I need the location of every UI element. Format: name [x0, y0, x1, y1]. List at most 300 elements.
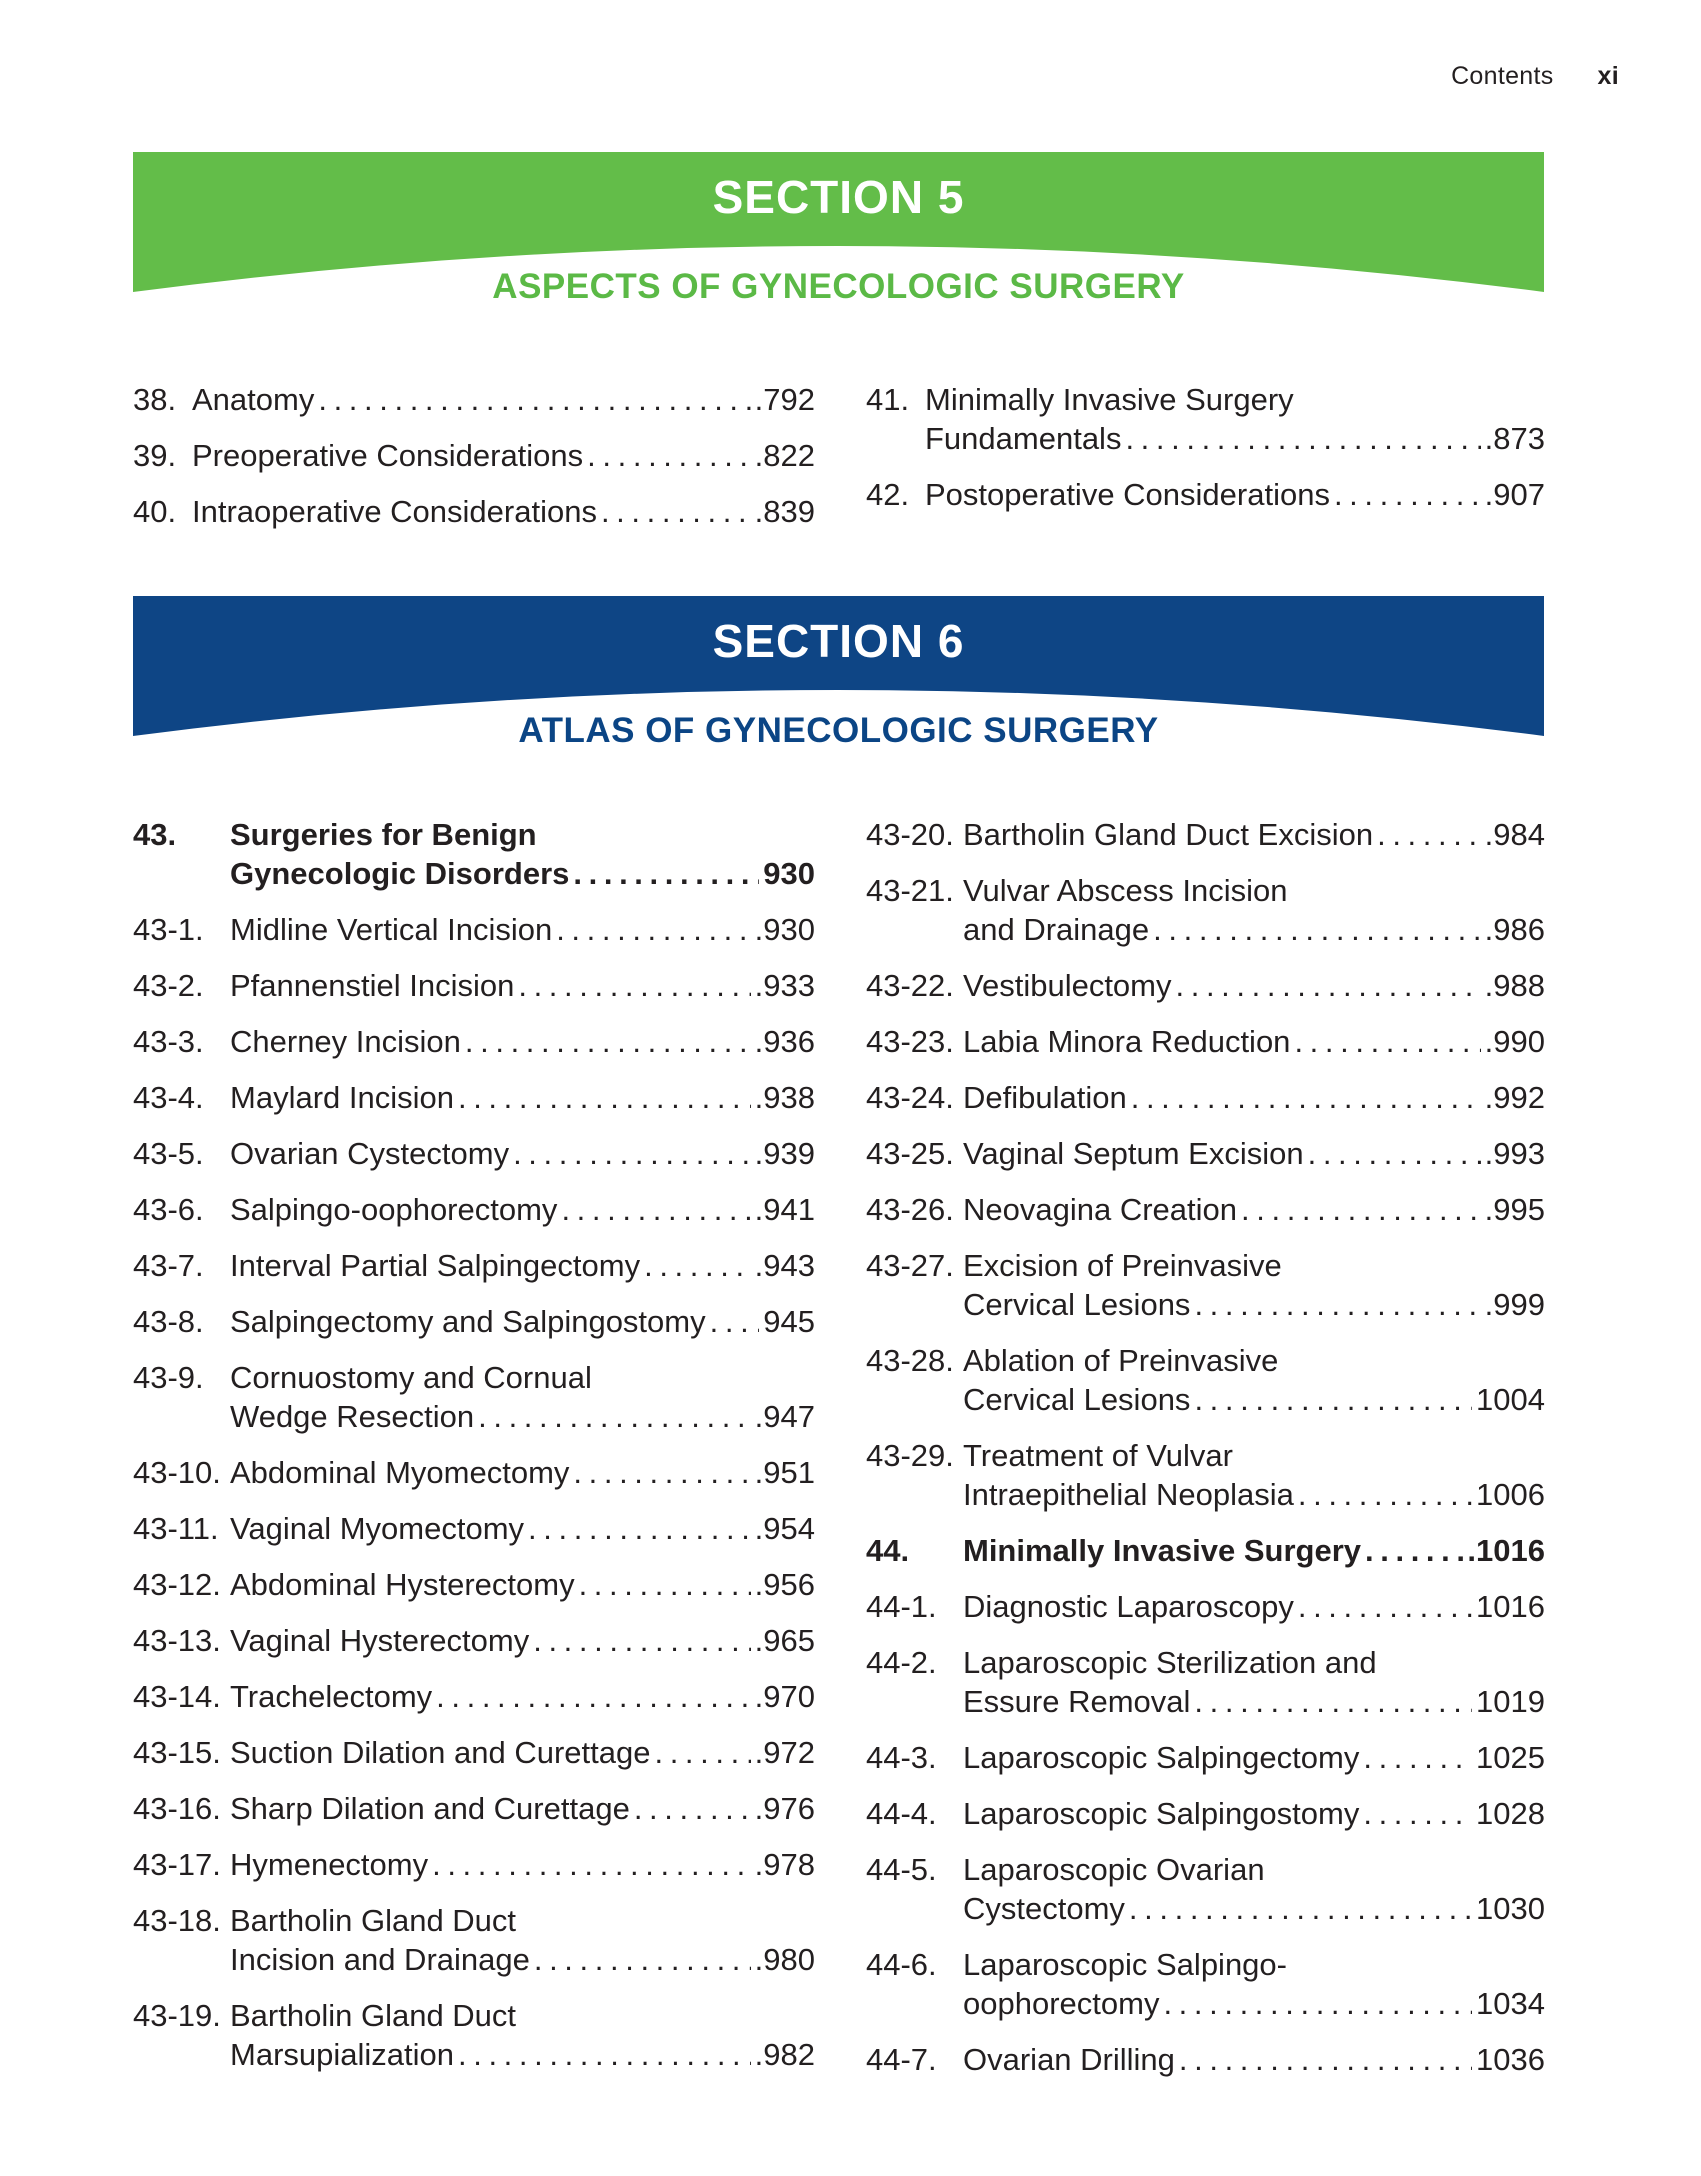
toc-entry-title: Incision and Drainage — [230, 1942, 530, 1977]
toc-entry-last-line — [230, 1789, 815, 1828]
toc-entry-page: .970 — [754, 1679, 815, 1714]
toc-entry — [866, 475, 1545, 514]
toc-entry-number: 43-28. — [866, 1343, 954, 1378]
toc-entry-page: 930 — [763, 856, 815, 891]
toc-entry-number: 44-3. — [866, 1740, 937, 1775]
toc-entry — [133, 966, 815, 1005]
toc-entry-body — [230, 1078, 815, 1117]
toc-entry-title: Abdominal Myomectomy — [230, 1455, 570, 1490]
toc-entry-title: Midline Vertical Incision — [230, 912, 553, 947]
dot-leader — [1298, 1475, 1472, 1514]
toc-entry-body — [963, 1850, 1545, 1928]
toc-entry-last-line — [230, 1845, 815, 1884]
toc-entry-last-line — [230, 1078, 815, 1117]
toc-entry-body — [925, 475, 1545, 514]
toc-entry-page: .982 — [754, 2037, 815, 2072]
toc-entry-last-line — [230, 1453, 815, 1492]
toc-entry-last-line — [963, 1285, 1545, 1324]
toc-entry-number: 44-1. — [866, 1589, 937, 1624]
dot-leader — [432, 1845, 751, 1884]
toc-entry-title: Laparoscopic Sterilization and — [963, 1645, 1377, 1680]
toc-entry-body — [230, 1845, 815, 1884]
dot-leader — [533, 1621, 750, 1660]
toc-entry-last-line — [192, 436, 815, 475]
toc-entry-title: Vestibulectomy — [963, 968, 1172, 1003]
toc-entry-body — [963, 1945, 1545, 2023]
toc-entry-number: 43-2. — [133, 968, 204, 1003]
section-6-left-column — [133, 815, 815, 2091]
toc-entry-title: Bartholin Gland Duct Excision — [963, 817, 1374, 852]
toc-entry-page: .965 — [754, 1623, 815, 1658]
toc-entry-number: 40. — [133, 494, 177, 529]
toc-entry — [133, 436, 815, 475]
toc-entry — [133, 1733, 815, 1772]
toc-entry-body — [192, 492, 815, 531]
toc-entry-number: 41. — [866, 382, 910, 417]
dot-leader — [1363, 1738, 1472, 1777]
toc-entry — [866, 1436, 1545, 1514]
dot-leader — [1194, 1682, 1472, 1721]
toc-entry — [866, 2040, 1545, 2079]
toc-entry-page: .984 — [1484, 817, 1545, 852]
toc-entry-number: 44-7. — [866, 2042, 937, 2077]
toc-entry — [866, 1945, 1545, 2023]
dot-leader — [518, 966, 750, 1005]
toc-entry-body — [963, 966, 1545, 1005]
toc-entry-number: 43-22. — [866, 968, 954, 1003]
toc-entry-last-line — [963, 1984, 1545, 2023]
toc-entry-title: Bartholin Gland Duct — [230, 1903, 517, 1938]
toc-entry — [133, 1246, 815, 1285]
toc-entry-body — [963, 1078, 1545, 1117]
toc-entry-page: 1006 — [1476, 1477, 1545, 1512]
toc-entry-last-line — [230, 1677, 815, 1716]
toc-entry-page: .993 — [1484, 1136, 1545, 1171]
dot-leader — [1153, 910, 1481, 949]
toc-entry-body — [230, 1453, 815, 1492]
toc-entry-last-line — [963, 966, 1545, 1005]
toc-entry-body — [192, 380, 815, 419]
dot-leader — [654, 1733, 750, 1772]
dot-leader — [601, 492, 751, 531]
toc-entry-page: .930 — [754, 912, 815, 947]
toc-entry-title: Diagnostic Laparoscopy — [963, 1589, 1294, 1624]
toc-entry-body — [963, 871, 1545, 949]
dot-leader — [458, 2035, 751, 2074]
toc-entry-title: Salpingectomy and Salpingostomy — [230, 1304, 706, 1339]
toc-entry-page: .939 — [754, 1136, 815, 1171]
toc-entry-number: 39. — [133, 438, 177, 473]
dot-leader — [587, 436, 750, 475]
toc-entry-body — [230, 1789, 815, 1828]
toc-entry-page: .1016 — [1467, 1533, 1545, 1568]
toc-entry-title: Intraepithelial Neoplasia — [963, 1477, 1294, 1512]
toc-entry-last-line — [963, 815, 1545, 854]
toc-entry-title: Vaginal Septum Excision — [963, 1136, 1304, 1171]
toc-entry-body — [963, 1246, 1545, 1324]
toc-entry-last-line — [963, 1587, 1545, 1626]
toc-entry-page: 1030 — [1476, 1891, 1545, 1926]
toc-entry-last-line — [925, 419, 1545, 458]
dot-leader — [556, 910, 750, 949]
toc-entry-last-line — [192, 492, 815, 531]
toc-entry-last-line — [963, 910, 1545, 949]
toc-entry-title: Vaginal Hysterectomy — [230, 1623, 530, 1658]
toc-entry-body — [963, 1190, 1545, 1229]
toc-entry-title: Minimally Invasive Surgery — [963, 1533, 1362, 1568]
toc-entry-body — [230, 1565, 815, 1604]
dot-leader — [1194, 1285, 1480, 1324]
toc-entry-last-line — [963, 1022, 1545, 1061]
toc-entry-title: Ovarian Drilling — [963, 2042, 1175, 2077]
toc-entry-page: 1016 — [1476, 1589, 1545, 1624]
toc-entry-page: .933 — [754, 968, 815, 1003]
toc-entry-number: 44-6. — [866, 1947, 937, 1982]
toc-entry — [133, 1565, 815, 1604]
toc-entry — [133, 1509, 815, 1548]
toc-entry-title: Cervical Lesions — [963, 1382, 1191, 1417]
section-6-right-column — [866, 815, 1545, 2096]
section-5-banner — [133, 152, 1544, 306]
dot-leader — [436, 1677, 751, 1716]
toc-entry-number: 43-17. — [133, 1847, 221, 1882]
section-6-number: SECTION 6 — [712, 615, 965, 667]
toc-entry — [133, 1677, 815, 1716]
toc-entry-page: 1004 — [1476, 1382, 1545, 1417]
toc-entry-number: 42. — [866, 477, 910, 512]
toc-entry-last-line — [230, 1190, 815, 1229]
toc-entry-title: Laparoscopic Salpingectomy — [963, 1740, 1360, 1775]
toc-entry-last-line — [230, 966, 815, 1005]
dot-leader — [534, 1940, 751, 1979]
toc-entry-number: 43-5. — [133, 1136, 204, 1171]
dot-leader — [561, 1190, 750, 1229]
toc-entry-page: 1025 — [1476, 1740, 1545, 1775]
toc-entry-last-line — [230, 1509, 815, 1548]
dot-leader — [573, 854, 759, 893]
toc-entry — [866, 1246, 1545, 1324]
toc-entry-number: 43-12. — [133, 1567, 221, 1602]
toc-entry-last-line — [963, 1134, 1545, 1173]
toc-entry-last-line — [230, 1733, 815, 1772]
toc-entry — [866, 380, 1545, 458]
toc-entry-title: Interval Partial Salpingectomy — [230, 1248, 641, 1283]
toc-entry-body — [230, 1022, 815, 1061]
toc-entry-title: Ovarian Cystectomy — [230, 1136, 510, 1171]
toc-entry-page: .873 — [1484, 421, 1545, 456]
toc-entry-number: 44-2. — [866, 1645, 937, 1680]
toc-entry — [133, 910, 815, 949]
toc-entry-title: Laparoscopic Ovarian — [963, 1852, 1265, 1887]
toc-entry-title: Neovagina Creation — [963, 1192, 1238, 1227]
dot-leader — [458, 1078, 751, 1117]
toc-entry-body — [230, 1302, 815, 1341]
toc-entry-body — [230, 1996, 815, 2074]
toc-entry-page: .956 — [754, 1567, 815, 1602]
toc-entry-title: Cherney Incision — [230, 1024, 461, 1059]
toc-entry-number: 43-11. — [133, 1511, 219, 1546]
dot-leader — [465, 1022, 751, 1061]
toc-entry-title: Essure Removal — [963, 1684, 1191, 1719]
toc-entry-body — [230, 966, 815, 1005]
toc-entry-last-line — [963, 1190, 1545, 1229]
toc-entry-number: 43-20. — [866, 817, 954, 852]
toc-entry-title: Ablation of Preinvasive — [963, 1343, 1279, 1378]
toc-entry-page: 1034 — [1476, 1986, 1545, 2021]
toc-entry-number: 43-10. — [133, 1455, 221, 1490]
toc-entry-number: 43-14. — [133, 1679, 221, 1714]
toc-entry — [866, 871, 1545, 949]
page-number: xi — [1597, 62, 1619, 90]
toc-entry — [866, 1738, 1545, 1777]
dot-leader — [1294, 1022, 1480, 1061]
toc-entry-number: 44. — [866, 1533, 910, 1568]
toc-entry-body — [230, 1621, 815, 1660]
dot-leader — [1176, 966, 1481, 1005]
toc-entry-page: 1028 — [1476, 1796, 1545, 1831]
toc-entry-title: Laparoscopic Salpingostomy — [963, 1796, 1360, 1831]
toc-entry — [133, 1134, 815, 1173]
toc-entry-number: 44-4. — [866, 1796, 937, 1831]
dot-leader — [513, 1134, 751, 1173]
dot-leader — [1163, 1984, 1472, 2023]
toc-entry-title: Bartholin Gland Duct — [230, 1998, 517, 2033]
toc-entry — [866, 1078, 1545, 1117]
section-6-banner — [133, 596, 1544, 750]
toc-entry-body — [963, 1794, 1545, 1833]
toc-entry-last-line — [230, 1940, 815, 1979]
toc-entry — [133, 1621, 815, 1660]
toc-entry-number: 43-9. — [133, 1360, 204, 1395]
toc-entry-number: 43-29. — [866, 1438, 954, 1473]
toc-entry-page: .941 — [754, 1192, 815, 1227]
toc-entry-last-line — [963, 1531, 1545, 1570]
toc-entry — [133, 1996, 815, 2074]
toc-entry-title: Cornuostomy and Cornual — [230, 1360, 592, 1395]
toc-entry — [133, 1190, 815, 1229]
toc-entry-title: Defibulation — [963, 1080, 1127, 1115]
toc-entry-body — [963, 1643, 1545, 1721]
toc-entry — [133, 1453, 815, 1492]
toc-entry-body — [230, 1509, 815, 1548]
toc-entry-page: .972 — [754, 1735, 815, 1770]
toc-entry-number: 43. — [133, 817, 177, 852]
toc-entry — [866, 1587, 1545, 1626]
toc-entry-last-line — [192, 380, 815, 419]
toc-entry — [133, 1302, 815, 1341]
dot-leader — [710, 1302, 760, 1341]
toc-entry-body — [963, 1738, 1545, 1777]
toc-entry-page: .822 — [754, 438, 815, 473]
toc-entry — [133, 1358, 815, 1436]
toc-entry-body — [963, 815, 1545, 854]
toc-entry — [866, 1022, 1545, 1061]
toc-entry-last-line — [963, 1889, 1545, 1928]
toc-entry-page: .907 — [1484, 477, 1545, 512]
toc-entry-body — [230, 1733, 815, 1772]
toc-entry — [866, 1794, 1545, 1833]
toc-entry-title: Marsupialization — [230, 2037, 454, 2072]
toc-entry-page: .792 — [754, 382, 815, 417]
toc-entry-last-line — [925, 475, 1545, 514]
toc-entry-number: 43-13. — [133, 1623, 221, 1658]
toc-entry-title: Salpingo-oophorectomy — [230, 1192, 558, 1227]
toc-entry-page: .986 — [1484, 912, 1545, 947]
toc-entry-body — [230, 1677, 815, 1716]
toc-entry — [866, 815, 1545, 854]
dot-leader — [528, 1509, 751, 1548]
toc-entry-title: Abdominal Hysterectomy — [230, 1567, 575, 1602]
dot-leader — [1298, 1587, 1472, 1626]
dot-leader — [1365, 1531, 1463, 1570]
toc-entry — [133, 815, 815, 893]
toc-entry-number: 43-1. — [133, 912, 204, 947]
toc-entry-number: 43-27. — [866, 1248, 954, 1283]
toc-entry-title: Labia Minora Reduction — [963, 1024, 1291, 1059]
toc-entry-body — [230, 1134, 815, 1173]
dot-leader — [634, 1789, 751, 1828]
toc-entry-body — [963, 1341, 1545, 1419]
toc-entry-body — [963, 1134, 1545, 1173]
toc-entry-body — [963, 1587, 1545, 1626]
toc-entry-last-line — [230, 910, 815, 949]
toc-entry-number: 43-15. — [133, 1735, 221, 1770]
section-5-left-column — [133, 380, 815, 548]
toc-entry-title: Suction Dilation and Curettage — [230, 1735, 651, 1770]
toc-entry-title: Postoperative Considerations — [925, 477, 1330, 512]
toc-entry-last-line — [230, 1302, 815, 1341]
section-6-title: ATLAS OF GYNECOLOGIC SURGERY — [518, 711, 1159, 750]
toc-entry-last-line — [230, 1246, 815, 1285]
toc-entry-number: 43-25. — [866, 1136, 954, 1171]
toc-entry — [133, 1022, 815, 1061]
toc-entry-title: Gynecologic Disorders — [230, 856, 570, 891]
toc-entry-page: .980 — [754, 1942, 815, 1977]
toc-entry-page: .992 — [1484, 1080, 1545, 1115]
toc-entry — [133, 1078, 815, 1117]
toc-entry-last-line — [963, 2040, 1545, 2079]
toc-entry-page: .839 — [754, 494, 815, 529]
dot-leader — [1131, 1078, 1481, 1117]
dot-leader — [1308, 1134, 1481, 1173]
toc-entry-page: .999 — [1484, 1287, 1545, 1322]
toc-entry — [866, 1190, 1545, 1229]
toc-entry — [866, 1341, 1545, 1419]
dot-leader — [644, 1246, 751, 1285]
toc-entry-last-line — [963, 1738, 1545, 1777]
dot-leader — [1334, 475, 1481, 514]
dot-leader — [1179, 2040, 1472, 2079]
toc-entry-number: 43-8. — [133, 1304, 204, 1339]
toc-entry-last-line — [963, 1475, 1545, 1514]
toc-entry-last-line — [230, 854, 815, 893]
toc-entry-last-line — [230, 1621, 815, 1660]
toc-entry — [866, 1643, 1545, 1721]
toc-entry-page: .990 — [1484, 1024, 1545, 1059]
toc-entry-number: 43-24. — [866, 1080, 954, 1115]
toc-entry-last-line — [230, 1565, 815, 1604]
toc-entry-title: Anatomy — [192, 382, 315, 417]
dot-leader — [478, 1397, 751, 1436]
toc-entry — [133, 492, 815, 531]
toc-entry-body — [963, 1436, 1545, 1514]
toc-entry-page: .936 — [754, 1024, 815, 1059]
toc-entry-last-line — [963, 1794, 1545, 1833]
toc-entry-page: .978 — [754, 1847, 815, 1882]
toc-entry-body — [230, 1246, 815, 1285]
toc-entry — [133, 380, 815, 419]
toc-entry-title: Intraoperative Considerations — [192, 494, 597, 529]
toc-entry-last-line — [230, 2035, 815, 2074]
toc-entry-number: 43-18. — [133, 1903, 221, 1938]
toc-entry-body — [230, 1901, 815, 1979]
toc-entry-number: 43-3. — [133, 1024, 204, 1059]
toc-entry-last-line — [963, 1682, 1545, 1721]
section-5-right-column — [866, 380, 1545, 531]
toc-entry-body — [192, 436, 815, 475]
dot-leader — [573, 1453, 750, 1492]
dot-leader — [1129, 1889, 1472, 1928]
toc-entry — [133, 1845, 815, 1884]
toc-entry-body — [963, 1022, 1545, 1061]
toc-entry-title: Sharp Dilation and Curettage — [230, 1791, 630, 1826]
dot-leader — [318, 380, 750, 419]
dot-leader — [1194, 1380, 1472, 1419]
toc-entry — [866, 1850, 1545, 1928]
toc-entry-number: 43-7. — [133, 1248, 204, 1283]
toc-entry-last-line — [230, 1022, 815, 1061]
toc-entry-title: Laparoscopic Salpingo- — [963, 1947, 1287, 1982]
running-head-label: Contents — [1451, 62, 1554, 90]
toc-entry-body — [230, 910, 815, 949]
toc-entry-title: Fundamentals — [925, 421, 1122, 456]
toc-entry-body — [230, 1190, 815, 1229]
toc-entry — [133, 1901, 815, 1979]
toc-entry-title: Treatment of Vulvar — [963, 1438, 1233, 1473]
toc-entry-title: and Drainage — [963, 912, 1150, 947]
dot-leader — [1363, 1794, 1472, 1833]
dot-leader — [1377, 815, 1481, 854]
toc-entry-page: .947 — [754, 1399, 815, 1434]
toc-entry-last-line — [963, 1380, 1545, 1419]
toc-entry-body — [925, 380, 1545, 458]
running-head — [1451, 62, 1619, 91]
toc-entry-number: 38. — [133, 382, 177, 417]
section-5-number: SECTION 5 — [712, 171, 965, 223]
toc-entry-page: .954 — [754, 1511, 815, 1546]
toc-entry — [866, 966, 1545, 1005]
toc-entry-page: .976 — [754, 1791, 815, 1826]
toc-entry-title: Surgeries for Benign — [230, 817, 537, 852]
toc-entry — [866, 1134, 1545, 1173]
toc-entry-number: 43-23. — [866, 1024, 954, 1059]
toc-entry-body — [963, 2040, 1545, 2079]
toc-entry-body — [963, 1531, 1545, 1570]
toc-entry-title: Cystectomy — [963, 1891, 1125, 1926]
dot-leader — [579, 1565, 751, 1604]
toc-entry-title: Maylard Incision — [230, 1080, 454, 1115]
toc-entry-page: .943 — [754, 1248, 815, 1283]
toc-entry-page: .938 — [754, 1080, 815, 1115]
dot-leader — [1125, 419, 1480, 458]
toc-entry-title: Wedge Resection — [230, 1399, 475, 1434]
toc-entry-page: 1019 — [1476, 1684, 1545, 1719]
toc-entry-page: 945 — [763, 1304, 815, 1339]
dot-leader — [1241, 1190, 1481, 1229]
toc-entry-number: 43-16. — [133, 1791, 221, 1826]
toc-entry-title: Minimally Invasive Surgery — [925, 382, 1294, 417]
toc-entry-body — [230, 1358, 815, 1436]
